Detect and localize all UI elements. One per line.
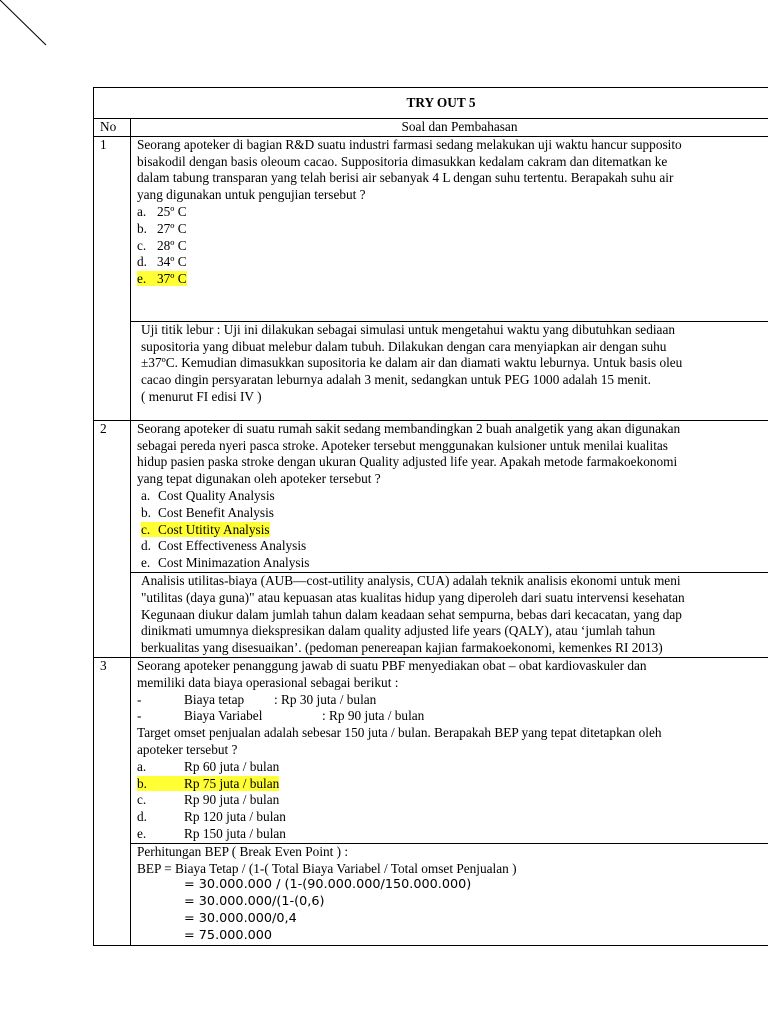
option-e-correct: e. 37º C [137, 271, 187, 287]
question-text-line: bisakodil dengan basis oleoum cacao. Suppositoria dimasukkan kedalam cakram dan ditematkan ke [137, 153, 668, 169]
option-a: a. 25º C [137, 203, 187, 219]
question-number: 1 [94, 136, 131, 420]
tryout-table [93, 87, 768, 946]
question-text-line: Target omset penjualan adalah sebesar 150 juta / bulan. Berapakah BEP yang tepat ditetapkan oleh [137, 725, 662, 741]
option-a: a. Rp 60 juta / bulan [137, 758, 280, 774]
header-no: No [94, 119, 131, 137]
document-page [93, 87, 768, 943]
question-1 [131, 136, 768, 321]
question-number: 3 [94, 657, 131, 945]
calc-line: = 30.000.000/0,4 [184, 910, 297, 926]
option-e: e. Cost Minimazation Analysis [141, 555, 310, 571]
answer-text-line: Kegunaan diukur dalam jumlah tahun dalam keadaan sehat sempurna, bebas dari kecacatan, yang dap [141, 606, 682, 622]
table-title: TRY OUT 5 [94, 88, 768, 119]
answer-text-line: Uji titik lebur : Uji ini dilakukan sebagai simulasi untuk mengetahui waktu yang dibutuhkan sediaan [141, 321, 675, 337]
answer-text-line: "utilitas (daya guna)" atau kepuasan atas kualitas hidup yang diperoleh dari suatu intervensi kesehatan [141, 589, 685, 605]
cost-row: - Biaya Variabel : Rp 90 juta / bulan [137, 708, 425, 724]
answer-text-line: ±37ºC. Kemudian dimasukkan supositoria ke dalam air dan diamati waktu leburnya. Untuk basis oleu [141, 355, 683, 371]
answer-3 [131, 843, 768, 945]
question-text-line: hidup pasien paska stroke dengan ukuran Quality adjusted life year. Apakah metode farmakoekonomi [137, 454, 678, 470]
question-2 [131, 420, 768, 572]
answer-text-line: berkualitas yang disesuaikan’. (pedoman penereapan kajian farmakoekonomi, kemenkes RI 2013) [141, 640, 663, 656]
header-content: Soal dan Pembahasan [131, 119, 768, 137]
option-a: a. Cost Quality Analysis [141, 487, 275, 503]
option-c: c. Rp 90 juta / bulan [137, 792, 280, 808]
question-text-line: memiliki data biaya operasional sebagai berikut : [137, 674, 399, 690]
option-b-correct: b. Rp 75 juta / bulan [137, 775, 280, 791]
option-b: b. 27º C [137, 220, 187, 236]
corner-fold-line [0, 0, 60, 60]
option-d: d. Rp 120 juta / bulan [137, 809, 286, 825]
calc-line: = 30.000.000 / (1-(90.000.000/150.000.000) [184, 877, 472, 893]
question-text-line: yang digunakan untuk pengujian tersebut ? [137, 187, 366, 203]
answer-text-line: supositoria yang dibuat melebur dalam tubuh. Dilakukan dengan cara menyiapkan air dengan suhu [141, 338, 667, 354]
option-d: d. 34º C [137, 254, 187, 270]
answer-text-line: cacao dingin persyaratan leburnya adalah 3 menit, sedangkan untuk PEG 1000 adalah 15 menit. [141, 372, 651, 388]
question-text-line: sebagai pereda nyeri pasca stroke. Apoteker tersebut menggunakan kulsioner untuk menilai kualitas [137, 437, 668, 453]
question-text-line: apoteker tersebut ? [137, 741, 238, 757]
question-text-line: Seorang apoteker penanggung jawab di suatu PBF menyediakan obat – obat kardiovaskuler dan [137, 657, 647, 673]
option-d: d. Cost Effectiveness Analysis [141, 538, 307, 554]
answer-text-line: Analisis utilitas-biaya (AUB—cost-utility analysis, CUA) adalah teknik analisis ekonomi untuk meni [141, 572, 681, 588]
option-c-correct: c. Cost Utitity Analysis [141, 521, 270, 537]
option-c: c. 28º C [137, 237, 187, 253]
question-text-line: Seorang apoteker di suatu rumah sakit sedang membandingkan 2 buah analgetik yang akan digunakan [137, 420, 681, 436]
question-text-line: dalam tabung transparan yang telah berisi air sebanyak 4 L dengan suhu tertentu. Berapakah suhu air [137, 170, 674, 186]
question-3 [131, 657, 768, 843]
question-text-line: yang tepat digunakan oleh apoteker tersebut ? [137, 471, 381, 487]
calc-line: = 30.000.000/(1-(0,6) [184, 894, 325, 910]
answer-text-line: dinikmati umumnya diekspresikan dalam quality adjusted life years (QALY), atau ‘jumlah tahun [141, 623, 656, 639]
question-text-line: Seorang apoteker di bagian R&D suatu industri farmasi sedang melakukan uji waktu hancur supposito [137, 136, 682, 152]
calc-line: = 75.000.000 [184, 927, 273, 943]
answer-text-line: Perhitungan BEP ( Break Even Point ) : [137, 843, 349, 859]
answer-1 [131, 321, 768, 420]
option-e: e. Rp 150 juta / bulan [137, 825, 286, 841]
answer-text-line: BEP = Biaya Tetap / (1-( Total Biaya Variabel / Total omset Penjualan ) [137, 860, 517, 876]
cost-row: - Biaya tetap : Rp 30 juta / bulan [137, 691, 377, 707]
option-b: b. Cost Benefit Analysis [141, 504, 274, 520]
question-number: 2 [94, 420, 131, 657]
answer-2 [131, 572, 768, 657]
answer-text-line: ( menurut FI edisi IV ) [141, 388, 262, 404]
